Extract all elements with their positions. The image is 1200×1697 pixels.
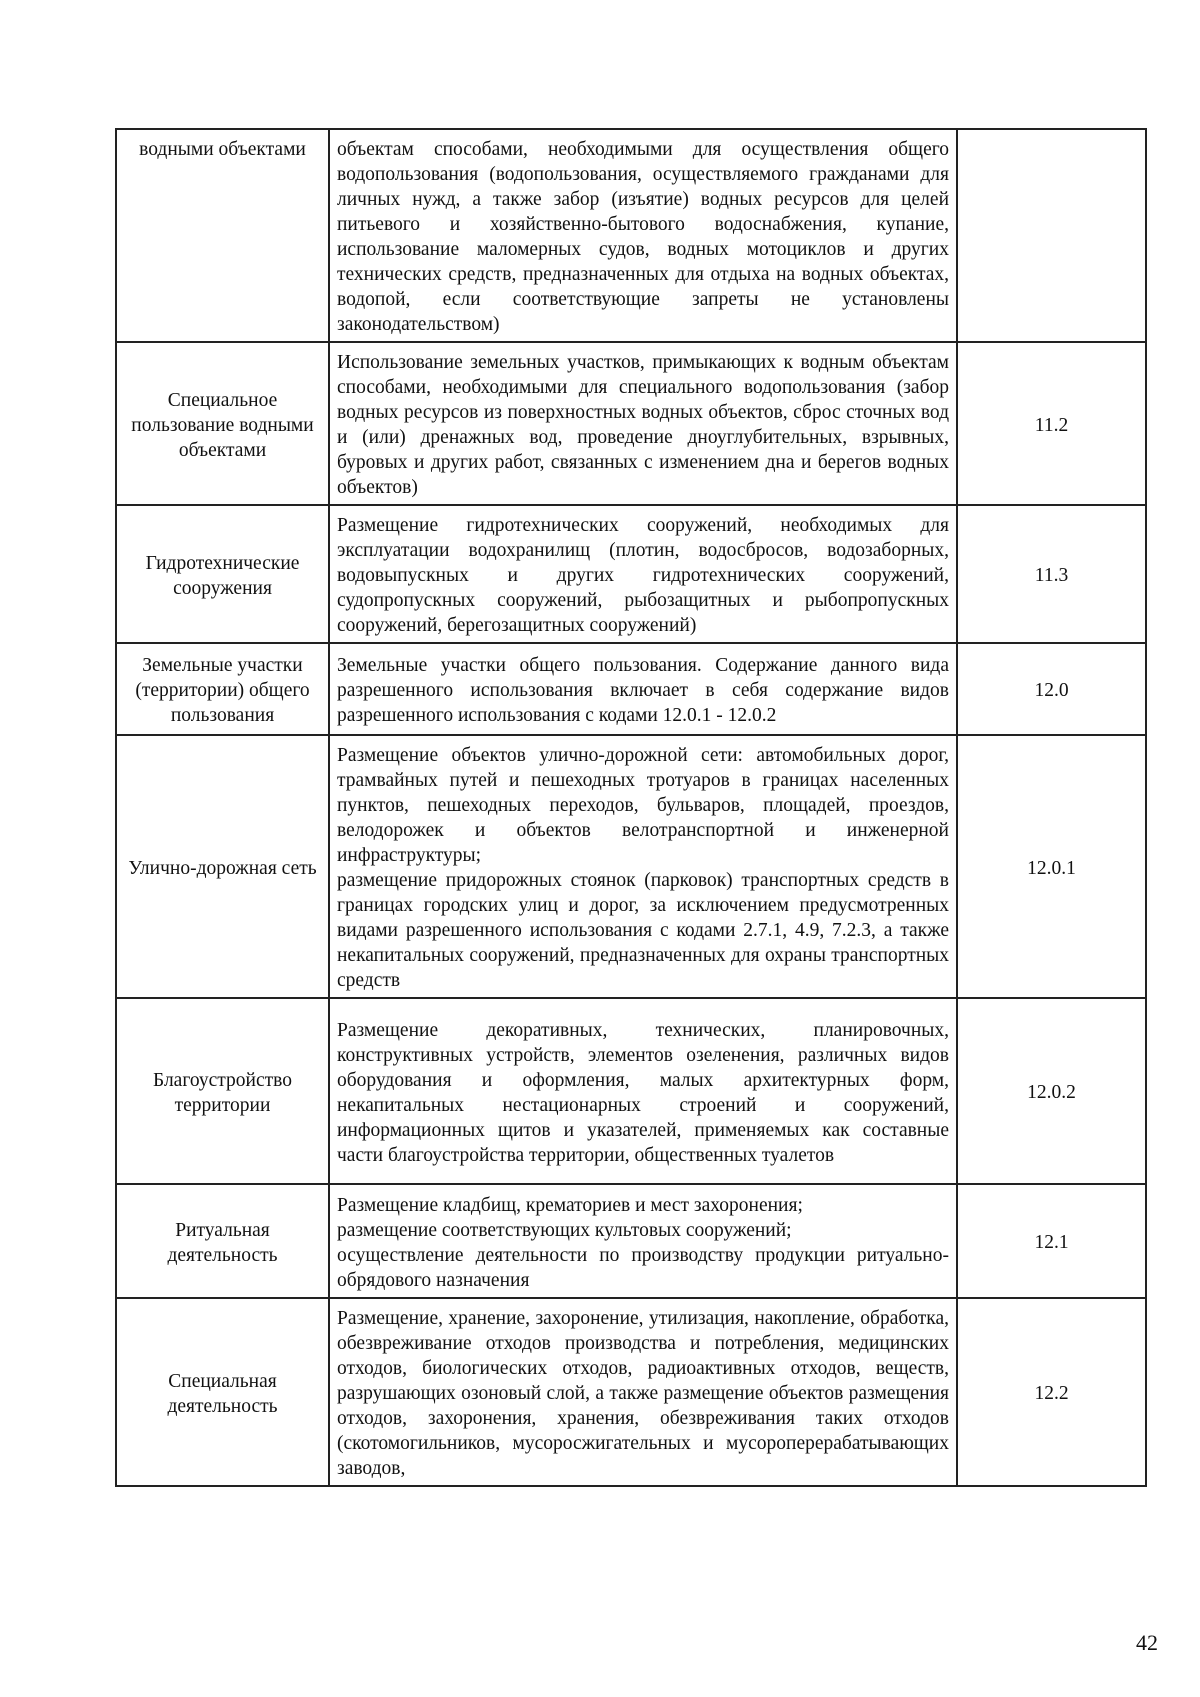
use-description-cell: [329, 505, 957, 643]
use-name-cell: Земельные участки (территории) общего пользования: [116, 643, 329, 735]
use-code-cell: 11.2: [957, 342, 1146, 505]
description-paragraph: Размещение объектов улично-дорожной сети: автомобильных дорог, трамвайных путей и пешеходных тротуаров в границах населенных пунктов, пешеходных переходов, бульваров, площадей, проездов, велодорожек и объектов велотранспортной и инженерной инфраструктуры;: [337, 745, 949, 866]
use-description-cell: [329, 342, 957, 505]
use-description-cell: [329, 643, 957, 735]
use-name-cell: Ритуальная деятельность: [116, 1184, 329, 1298]
table-row: [116, 505, 1146, 643]
description-paragraph: объектам способами, необходимыми для осуществления общего водопользования (водопользования, осуществляемого гражданами для личных нужд, а также забор (изъятие) водных ресурсов для целей питьевого и хозяйственно-бытового водоснабжения, купание, использование маломерных судов, водных мотоциклов и других технических средств, предназначенных для отдыха на водных объектах, водопой, если соответствующие запреты не установлены законодательством): [337, 139, 949, 335]
table-row: [116, 998, 1146, 1184]
use-code-cell: 12.2: [957, 1298, 1146, 1486]
table-row: [116, 342, 1146, 505]
table-row: [116, 129, 1146, 342]
use-name-cell: Улично-дорожная сеть: [116, 735, 329, 998]
page-number: 42: [1136, 1630, 1158, 1655]
description-paragraph: размещение соответствующих культовых сооружений;: [337, 1219, 792, 1241]
use-name-cell: Гидротехнические сооружения: [116, 505, 329, 643]
use-code-cell: [957, 129, 1146, 342]
use-code-cell: 12.0.1: [957, 735, 1146, 998]
use-code-cell: 12.0: [957, 643, 1146, 735]
description-paragraph: Использование земельных участков, примыкающих к водным объектам способами, необходимыми для специального водопользования (забор водных ресурсов из поверхностных водных объектов, сброс сточных вод и (или) дренажных вод, проведение дноуглубительных, взрывных, буровых и других работ, связанных с изменением дна и берегов водных объектов): [337, 352, 949, 498]
use-description-cell: [329, 998, 957, 1184]
table-row: [116, 1298, 1146, 1486]
description-paragraph: Размещение декоративных, технических, планировочных, конструктивных устройств, элементов озеленения, различных видов оборудования и оформления, малых архитектурных форм, некапитальных нестационарных строений и сооружений, информационных щитов и указателей, применяемых как составные части благоустройства территории, общественных туалетов: [337, 1019, 949, 1166]
land-use-table: [115, 128, 1147, 1487]
description-paragraph: осуществление деятельности по производству продукции ритуально-обрядового назначения: [337, 1244, 949, 1291]
use-name-cell: водными объектами: [116, 129, 329, 342]
description-paragraph: Размещение кладбищ, крематориев и мест захоронения;: [337, 1194, 803, 1216]
table-row: [116, 735, 1146, 998]
description-paragraph: Земельные участки общего пользования. Содержание данного вида разрешенного использования включает в себя содержание видов разрешенного использования с кодами 12.0.1 - 12.0.2: [337, 655, 949, 726]
use-name-cell: Благоустройство территории: [116, 998, 329, 1184]
use-code-cell: 12.1: [957, 1184, 1146, 1298]
description-paragraph: размещение придорожных стоянок (парковок) транспортных средств в границах городских улиц и дорог, за исключением предусмотренных видами разрешенного использования с кодами 2.7.1, 4.9, 7.2.3, а также некапитальных сооружений, предназначенных для охраны транспортных средств: [337, 870, 949, 991]
table-body: [116, 129, 1146, 1486]
use-code-cell: 12.0.2: [957, 998, 1146, 1184]
use-description-cell: [329, 129, 957, 342]
use-description-cell: [329, 735, 957, 998]
use-description-cell: [329, 1184, 957, 1298]
description-paragraph: Размещение, хранение, захоронение, утилизация, накопление, обработка, обезвреживание отходов производства и потребления, медицинских отходов, биологических отходов, радиоактивных отходов, веществ, разрушающих озоновый слой, а также размещение объектов размещения отходов, захоронения, хранения, обезвреживания таких отходов (скотомогильников, мусоросжигательных и мусороперерабатывающих заводов,: [337, 1308, 949, 1479]
use-name-cell: Специальное пользование водными объектами: [116, 342, 329, 505]
table-row: [116, 643, 1146, 735]
use-description-cell: [329, 1298, 957, 1486]
use-name-cell: Специальная деятельность: [116, 1298, 329, 1486]
description-paragraph: Размещение гидротехнических сооружений, необходимых для эксплуатации водохранилищ (плотин, водосбросов, водозаборных, водовыпускных и других гидротехнических сооружений, судопропускных сооружений, рыбозащитных и рыбопропускных сооружений, берегозащитных сооружений): [337, 515, 949, 636]
use-code-cell: 11.3: [957, 505, 1146, 643]
table-row: [116, 1184, 1146, 1298]
